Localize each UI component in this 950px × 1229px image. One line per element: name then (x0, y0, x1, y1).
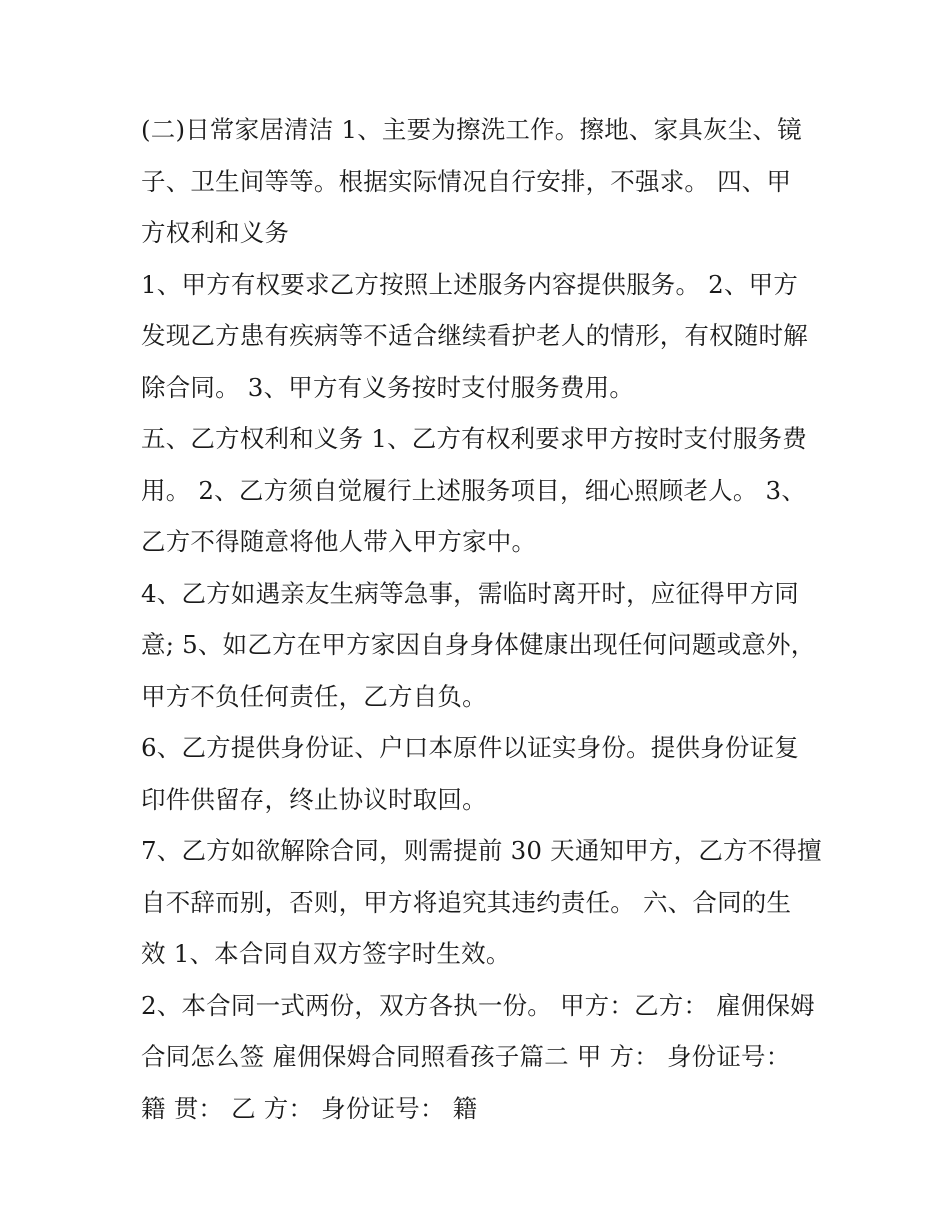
text-line: 发现乙方患有疾病等不适合继续看护老人的情形，有权随时解 (141, 321, 808, 350)
text-line: 印件供留存，终止协议时取回。 (141, 784, 487, 814)
text-line: 意; 5、如乙方在甲方家因自身身体健康出现任何问题或意外， (141, 630, 816, 659)
text-line: 五、乙方权利和义务 1、乙方有权利要求甲方按时支付服务费 (141, 424, 807, 453)
text-line: 除合同。 3、甲方有义务按时支付服务费用。 (141, 372, 635, 402)
text-line: 自不辞而别，否则，甲方将追究其违约责任。 六、合同的生 (141, 887, 792, 917)
document-body (141, 104, 822, 1134)
text-line: 6、乙方提供身份证、户口本原件以证实身份。提供身份证复 (141, 733, 799, 762)
text-line: 4、乙方如遇亲友生病等急事，需临时离开时，应征得甲方同 (141, 578, 799, 608)
text-line: 合同怎么签 雇佣保姆合同照看孩子篇二 甲 方： 身份证号： (141, 1042, 791, 1071)
text-line: 子、卫生间等等。根据实际情况自行安排，不强求。 四、甲 (141, 166, 792, 196)
paragraph-party-b-rights (141, 413, 816, 568)
text-line: 甲方不负任何责任，乙方自负。 (141, 681, 487, 711)
text-line: 乙方不得随意将他人带入甲方家中。 (141, 527, 537, 556)
text-line: 2、本合同一式两份，双方各执一份。 甲方：乙方： 雇佣保姆 (141, 990, 815, 1020)
text-line: 效 1、本合同自双方签字时生效。 (141, 939, 511, 968)
text-line: 用。 2、乙方须自觉履行上述服务项目，细心照顾老人。 3、 (141, 475, 807, 505)
text-line: 方权利和义务 (141, 218, 290, 247)
text-line: 籍 贯： 乙 方： 身份证号： 籍 (141, 1093, 478, 1123)
paragraph-termination-effect (141, 825, 822, 980)
text-line: 1、甲方有权要求乙方按照上述服务内容提供服务。 2、甲方 (141, 269, 799, 299)
paragraph-emergency-leave (141, 568, 816, 723)
text-line: (二)日常家居清洁 1、主要为擦洗工作。擦地、家具灰尘、镜 (141, 115, 802, 144)
paragraph-party-a-rights (141, 259, 816, 414)
paragraph-identity-documents (141, 722, 816, 825)
text-line: 7、乙方如欲解除合同，则需提前 30 天通知甲方，乙方不得擅 (141, 836, 822, 865)
paragraph-copies-signatures (141, 980, 816, 1135)
paragraph-daily-cleaning (141, 104, 816, 259)
